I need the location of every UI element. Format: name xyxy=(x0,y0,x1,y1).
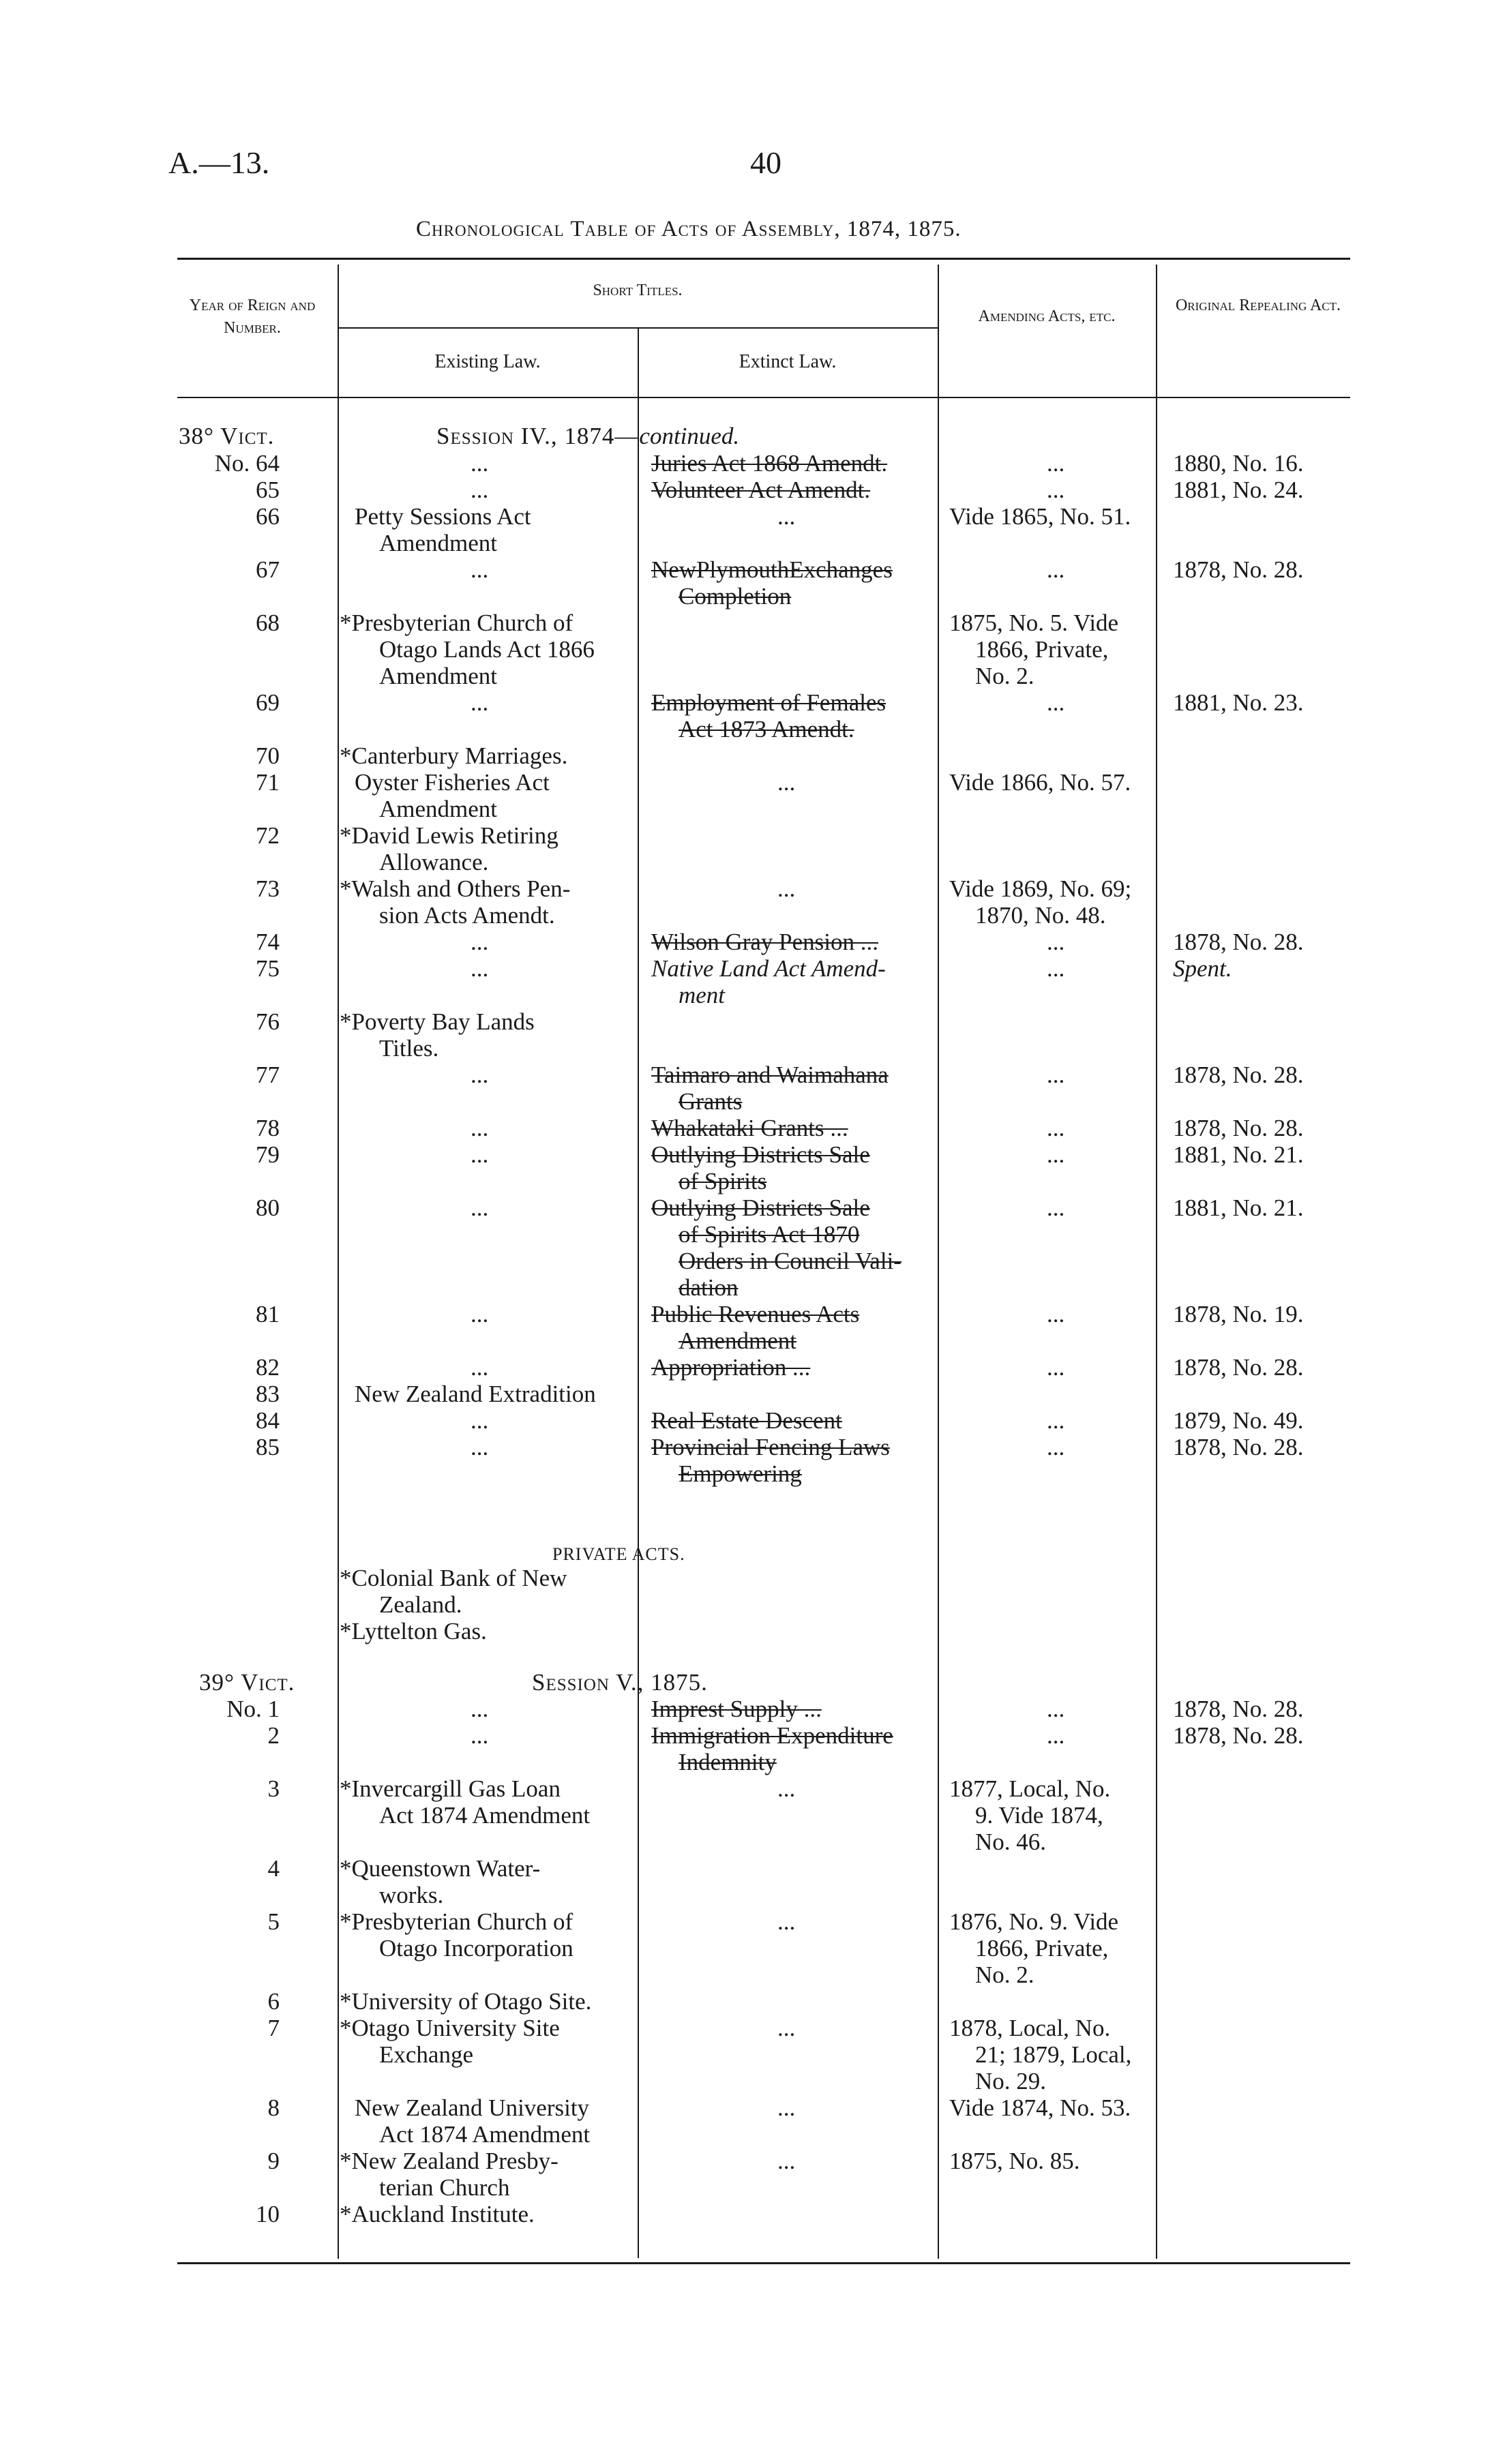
amending-act: Vide 1874, No. 53. xyxy=(949,2094,1131,2121)
extinct-law-dots: ... xyxy=(777,769,796,796)
existing-law-title: sion Acts Amendt. xyxy=(379,902,555,929)
act-number: 9 xyxy=(267,2148,280,2174)
existing-law-dots: ... xyxy=(471,450,489,477)
existing-law-title: *David Lewis Retiring xyxy=(340,822,558,849)
existing-law-title: Otago Lands Act 1866 xyxy=(379,636,595,663)
amending-act: 1875, No. 5. Vide xyxy=(949,610,1119,636)
existing-law-dots: ... xyxy=(471,955,489,982)
existing-law-dots: ... xyxy=(471,1434,489,1460)
act-number: 79 xyxy=(256,1141,280,1168)
extinct-law-title: Imprest Supply ... xyxy=(651,1696,822,1722)
repealing-act: 1878, No. 28. xyxy=(1173,1354,1304,1381)
existing-law-title: *Poverty Bay Lands xyxy=(340,1008,535,1035)
act-number: 76 xyxy=(256,1008,280,1035)
amending-act: 1877, Local, No. xyxy=(949,1775,1111,1802)
extinct-law-title: Real Estate Descent xyxy=(651,1407,842,1434)
extinct-law-dots: ... xyxy=(777,503,796,530)
act-number: 71 xyxy=(256,769,280,796)
private-act-item: Zealand. xyxy=(379,1591,462,1618)
existing-law-title: *Queenstown Water- xyxy=(340,1855,541,1882)
extinct-law-title: Provincial Fencing Laws xyxy=(651,1434,890,1460)
extinct-law-title: Public Revenues Acts xyxy=(651,1301,860,1327)
amending-act-dots: ... xyxy=(1047,1115,1065,1141)
header-existing-law: Existing Law. xyxy=(434,351,541,372)
extinct-law-title: Grants xyxy=(679,1088,743,1115)
amending-act-dots: ... xyxy=(1047,1722,1065,1749)
act-number: 77 xyxy=(256,1062,280,1088)
amending-act: Vide 1866, No. 57. xyxy=(949,769,1131,796)
repealing-act: 1878, No. 28. xyxy=(1173,1696,1304,1722)
existing-law-title: Oyster Fisheries Act xyxy=(355,769,550,796)
amending-act-dots: ... xyxy=(1047,1434,1065,1460)
act-number: 8 xyxy=(267,2094,280,2121)
act-number: 78 xyxy=(256,1115,280,1141)
extinct-law-dots: ... xyxy=(777,1908,796,1935)
existing-law-title: *Walsh and Others Pen- xyxy=(340,875,571,902)
extinct-law-title: Taimaro and Waimahana xyxy=(651,1062,889,1088)
header-year: Year of Reign and Number. xyxy=(189,297,316,337)
act-number: 4 xyxy=(267,1855,280,1882)
amending-act-dots: ... xyxy=(1047,929,1065,955)
extinct-law-title: Orders in Council Vali- xyxy=(679,1248,902,1274)
act-number: 6 xyxy=(267,1988,280,2015)
existing-law-title: *Invercargill Gas Loan xyxy=(340,1775,561,1802)
existing-law-title: Amendment xyxy=(379,796,498,822)
existing-law-title: Amendment xyxy=(379,663,498,689)
act-number: 75 xyxy=(256,955,280,982)
existing-law-title: Titles. xyxy=(379,1035,439,1062)
extinct-law-dots: ... xyxy=(777,875,796,902)
amending-act: 9. Vide 1874, xyxy=(975,1802,1103,1829)
existing-law-title: terian Church xyxy=(379,2174,510,2201)
amending-act-dots: ... xyxy=(1047,1062,1065,1088)
existing-law-title: Act 1874 Amendment xyxy=(379,1802,591,1829)
act-number: 67 xyxy=(256,556,280,583)
reign-38-vict: 38° Vict. xyxy=(179,423,275,449)
repealing-act: 1878, No. 28. xyxy=(1173,929,1304,955)
amending-act: 1870, No. 48. xyxy=(975,902,1106,929)
existing-law-title: *Presbyterian Church of xyxy=(340,610,573,636)
column-divider-4 xyxy=(1156,265,1157,2259)
amending-act-dots: ... xyxy=(1047,1301,1065,1327)
document-reference: A.—13. xyxy=(168,145,270,180)
column-divider-2 xyxy=(638,329,639,2258)
amending-act: 1875, No. 85. xyxy=(949,2148,1080,2174)
amending-act: Vide 1869, No. 69; xyxy=(949,875,1132,902)
existing-law-title: New Zealand Extradition xyxy=(355,1381,596,1407)
page-number: 40 xyxy=(750,145,781,180)
extinct-law-title: dation xyxy=(679,1274,739,1301)
act-number: 10 xyxy=(256,2201,280,2227)
existing-law-title: *University of Otago Site. xyxy=(340,1988,592,2015)
extinct-law-title: NewPlymouthExchanges xyxy=(651,556,893,583)
extinct-law-title: Immigration Expenditure xyxy=(651,1722,893,1749)
act-number: No. 64 xyxy=(214,450,280,477)
existing-law-title: Exchange xyxy=(379,2041,473,2068)
extinct-law-title: Amendment xyxy=(679,1327,797,1354)
amending-act-dots: ... xyxy=(1047,556,1065,583)
extinct-law-title: Employment of Females xyxy=(651,689,886,716)
repealing-act: 1881, No. 21. xyxy=(1173,1141,1304,1168)
existing-law-dots: ... xyxy=(471,1141,489,1168)
column-divider-1 xyxy=(338,265,339,2259)
act-number: 5 xyxy=(267,1908,280,1935)
act-number: 7 xyxy=(267,2015,280,2041)
private-act-item: *Lyttelton Gas. xyxy=(340,1618,487,1644)
existing-law-title: *Canterbury Marriages. xyxy=(340,742,568,769)
amending-act-dots: ... xyxy=(1047,1696,1065,1722)
amending-act: No. 46. xyxy=(975,1829,1047,1855)
existing-law-dots: ... xyxy=(471,1062,489,1088)
existing-law-dots: ... xyxy=(471,1195,489,1221)
amending-act: No. 2. xyxy=(975,663,1034,689)
extinct-law-title: Volunteer Act Amendt. xyxy=(651,477,871,503)
existing-law-title: Allowance. xyxy=(379,849,489,875)
extinct-law-dots: ... xyxy=(777,2015,796,2041)
existing-law-title: Petty Sessions Act xyxy=(355,503,531,530)
extinct-law-title: Native Land Act Amend- xyxy=(651,955,886,982)
amending-act-dots: ... xyxy=(1047,1141,1065,1168)
repealing-act: 1881, No. 23. xyxy=(1173,689,1304,716)
existing-law-title: Amendment xyxy=(379,530,498,556)
session-iv-title: Session IV., 1874— xyxy=(436,423,640,449)
amending-act-dots: ... xyxy=(1047,477,1065,503)
existing-law-title: Otago Incorporation xyxy=(379,1935,573,1962)
extinct-law-dots: ... xyxy=(777,2148,796,2174)
act-number: No. 1 xyxy=(226,1696,280,1722)
repealing-act: 1878, No. 28. xyxy=(1173,556,1304,583)
amending-act: Vide 1865, No. 51. xyxy=(949,503,1131,530)
act-number: 2 xyxy=(267,1722,280,1749)
act-number: 81 xyxy=(256,1301,280,1327)
amending-act: No. 29. xyxy=(975,2068,1047,2094)
existing-law-title: works. xyxy=(379,1882,444,1908)
act-number: 68 xyxy=(256,610,280,636)
header-amending-acts: Amending Acts, etc. xyxy=(978,307,1116,325)
act-number: 3 xyxy=(267,1775,280,1802)
repealing-act: 1878, No. 19. xyxy=(1173,1301,1304,1327)
existing-law-title: Act 1874 Amendment xyxy=(379,2121,591,2148)
existing-law-dots: ... xyxy=(471,1354,489,1381)
amending-act-dots: ... xyxy=(1047,689,1065,716)
extinct-law-title: Completion xyxy=(679,583,792,610)
amending-act-dots: ... xyxy=(1047,450,1065,477)
table-top-rule xyxy=(177,258,1350,260)
amending-act-dots: ... xyxy=(1047,955,1065,982)
act-number: 72 xyxy=(256,822,280,849)
session-iv-continued: continued. xyxy=(639,423,740,449)
extinct-law-dots: ... xyxy=(777,1775,796,1802)
extinct-law-title: Appropriation ... xyxy=(651,1354,811,1381)
header-short-titles: Short Titles. xyxy=(593,282,683,299)
repealing-act: 1880, No. 16. xyxy=(1173,450,1304,477)
amending-act-dots: ... xyxy=(1047,1354,1065,1381)
extinct-law-dots: ... xyxy=(777,2094,796,2121)
act-number: 66 xyxy=(256,503,280,530)
amending-act-dots: ... xyxy=(1047,1195,1065,1221)
header-extinct-law: Extinct Law. xyxy=(739,351,837,372)
extinct-law-title: Outlying Districts Sale xyxy=(651,1141,870,1168)
amending-act: 1866, Private, xyxy=(975,1935,1109,1962)
extinct-law-title: Outlying Districts Sale xyxy=(651,1195,870,1221)
existing-law-dots: ... xyxy=(471,929,489,955)
amending-act-dots: ... xyxy=(1047,1407,1065,1434)
existing-law-dots: ... xyxy=(471,1407,489,1434)
existing-law-dots: ... xyxy=(471,689,489,716)
repealing-act: 1878, No. 28. xyxy=(1173,1434,1304,1460)
existing-law-title: New Zealand University xyxy=(355,2094,590,2121)
header-bottom-rule xyxy=(177,397,1350,398)
amending-act: No. 2. xyxy=(975,1962,1034,1988)
table-bottom-rule xyxy=(177,2262,1350,2264)
extinct-law-title: Indemnity xyxy=(679,1749,777,1775)
existing-law-dots: ... xyxy=(471,477,489,503)
existing-law-dots: ... xyxy=(471,1722,489,1749)
extinct-law-title: Empowering xyxy=(679,1460,802,1487)
table-title: Chronological Table of Acts of Assembly, 1874, 1875. xyxy=(416,217,962,241)
existing-law-dots: ... xyxy=(471,1301,489,1327)
amending-act: 1876, No. 9. Vide xyxy=(949,1908,1119,1935)
act-number: 83 xyxy=(256,1381,280,1407)
existing-law-dots: ... xyxy=(471,1115,489,1141)
existing-law-title: *Presbyterian Church of xyxy=(340,1908,573,1935)
act-number: 65 xyxy=(256,477,280,503)
act-number: 82 xyxy=(256,1354,280,1381)
existing-law-title: *New Zealand Presby- xyxy=(340,2148,558,2174)
act-number: 84 xyxy=(256,1407,280,1434)
repealing-act: 1878, No. 28. xyxy=(1173,1115,1304,1141)
column-divider-3 xyxy=(938,265,939,2259)
act-number: 74 xyxy=(256,929,280,955)
existing-law-dots: ... xyxy=(471,556,489,583)
act-number: 70 xyxy=(256,742,280,769)
repealing-act: Spent. xyxy=(1173,955,1232,982)
repealing-act: 1878, No. 28. xyxy=(1173,1722,1304,1749)
extinct-law-title: Act 1873 Amendt. xyxy=(679,716,854,742)
header-repealing-act: Original Repealing Act. xyxy=(1175,297,1341,314)
act-number: 73 xyxy=(256,875,280,902)
repealing-act: 1879, No. 49. xyxy=(1173,1407,1304,1434)
repealing-act: 1881, No. 24. xyxy=(1173,477,1304,503)
extinct-law-title: Wilson Gray Pension ... xyxy=(651,929,879,955)
extinct-law-title: ment xyxy=(679,982,726,1008)
amending-act: 21; 1879, Local, xyxy=(975,2041,1132,2068)
act-number: 85 xyxy=(256,1434,280,1460)
private-act-item: *Colonial Bank of New xyxy=(340,1565,567,1591)
extinct-law-title: Whakataki Grants ... xyxy=(651,1115,848,1141)
extinct-law-title: of Spirits xyxy=(679,1168,767,1195)
amending-act: 1878, Local, No. xyxy=(949,2015,1111,2041)
repealing-act: 1878, No. 28. xyxy=(1173,1062,1304,1088)
repealing-act: 1881, No. 21. xyxy=(1173,1195,1304,1221)
extinct-law-title: of Spirits Act 1870 xyxy=(679,1221,860,1248)
existing-law-dots: ... xyxy=(471,1696,489,1722)
reign-39-vict: 39° Vict. xyxy=(199,1669,295,1696)
existing-law-title: *Auckland Institute. xyxy=(340,2201,535,2227)
session-iv-heading xyxy=(436,423,739,449)
act-number: 80 xyxy=(256,1195,280,1221)
session-v-heading: Session V., 1875. xyxy=(532,1669,708,1696)
extinct-law-title: Juries Act 1868 Amendt. xyxy=(651,450,888,477)
amending-act: 1866, Private, xyxy=(975,636,1109,663)
act-number: 69 xyxy=(256,689,280,716)
existing-law-title: *Otago University Site xyxy=(340,2015,560,2041)
private-acts-heading: PRIVATE ACTS. xyxy=(552,1544,685,1564)
